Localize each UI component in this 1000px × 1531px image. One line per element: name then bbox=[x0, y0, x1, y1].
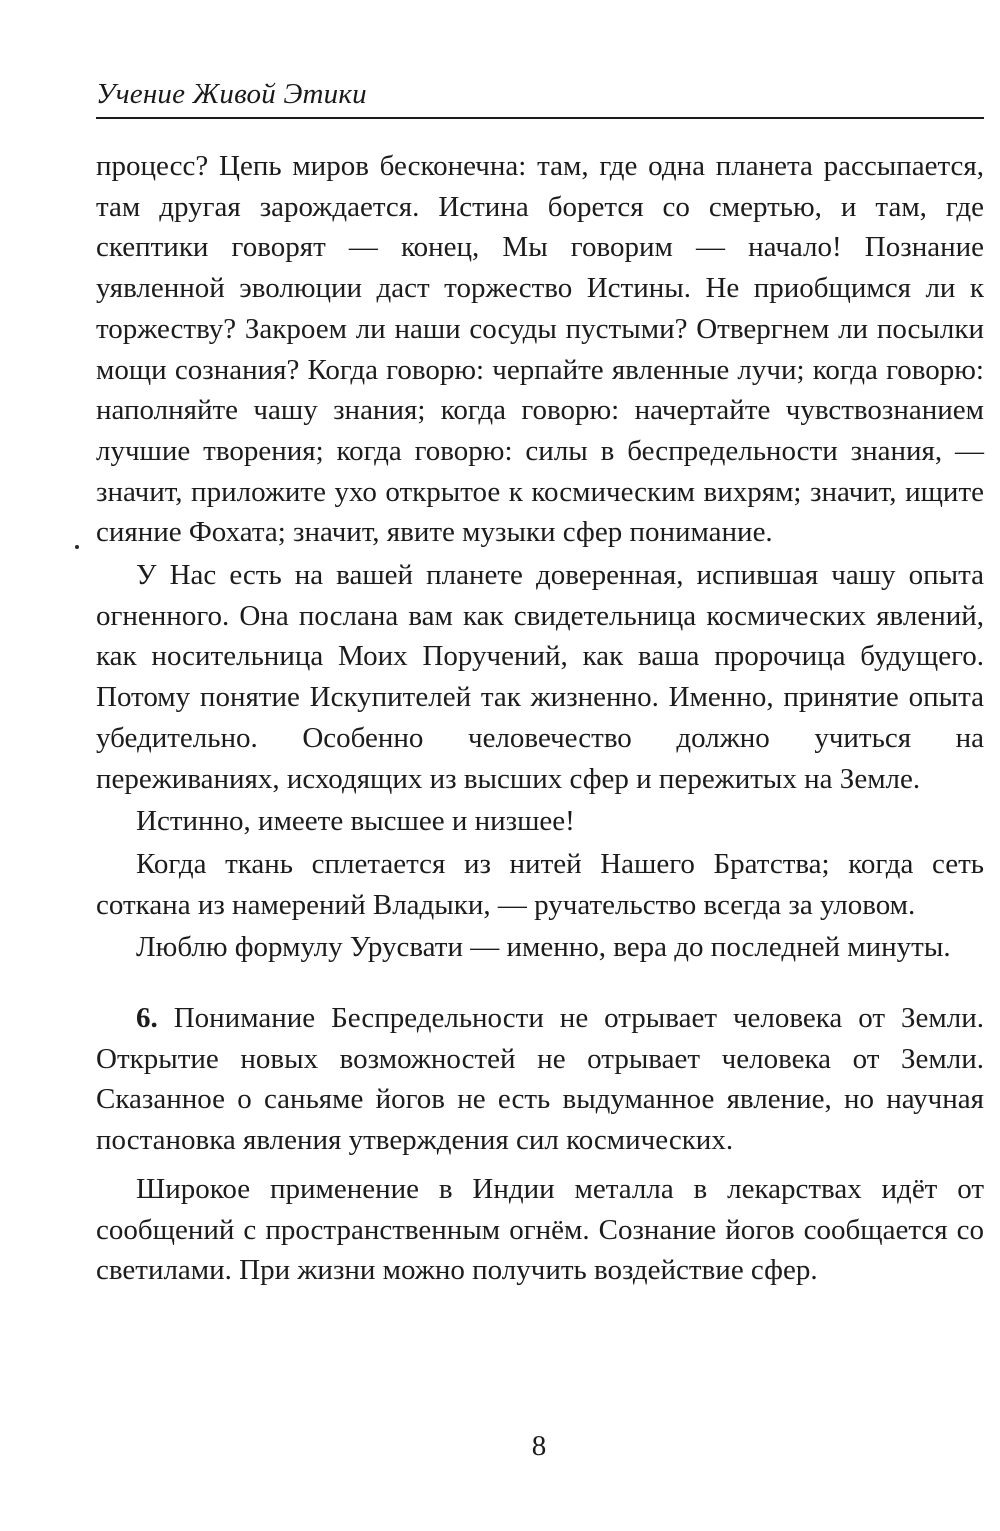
paragraph-7: Широкое применение в Индии металла в лекарствах идёт от сообщений с пространственным огнём. Сознание йогов сообщается со светилами. При жизни можно получить воздействие сфер. bbox=[96, 1172, 984, 1287]
section-number: 6. bbox=[136, 1002, 158, 1035]
body-text bbox=[96, 146, 984, 1291]
running-head: Учение Живой Этики bbox=[96, 78, 367, 110]
section-6-paragraph bbox=[96, 998, 984, 1161]
page-number: 8 bbox=[531, 1430, 547, 1462]
margin-mark bbox=[75, 545, 79, 549]
paragraph-2: У Нас есть на вашей планете доверенная, испившая чашу опыта огненного. Она послана вам как свидетельница космических явлений, как носительница Моих Поручений, как ваша пророчица будущего. Потому понятие Искупителей так жизненно. Именно, принятие опыта убедительно. Особенно человечество должно учиться на переживаниях, исходящих из высших сфер и пережитых на Земле. bbox=[96, 559, 984, 795]
header-rule bbox=[96, 117, 984, 119]
paragraph-4: Когда ткань сплетается из нитей Нашего Братства; когда сеть соткана из намерений Владыки, — ручательство всегда за уловом. bbox=[96, 847, 984, 921]
paragraph-3: Истинно, имеете высшее и низшее! bbox=[136, 805, 575, 838]
paragraph-1: процесс? Цепь миров бесконечна: там, где одна планета рассыпается, там другая зарождается. Истина борется со смертью, и там, где скептики говорят — конец, Мы говорим — начало! Познание уявленной эволюции даст торжество Истины. Не приобщимся ли к торжеству? Закроем ли наши сосуды пустыми? Отвергнем ли посылки мощи сознания? Когда говорю: черпайте явленные лучи; когда говорю: наполняйте чашу знания; когда говорю: начертайте чувствознанием лучшие творения; когда говорю: силы в беспредельности знания, — значит, приложите ухо открытое к космическим вихрям; значит, ищите сияние Фохата; значит, явите музыки сфер понимание. bbox=[96, 150, 984, 549]
section-6-text: Понимание Беспредельности не отрывает человека от Земли. Открытие новых возможностей не отрывает человека от Земли. Сказанное о саньяме йогов не есть выдуманное явление, но научная постановка явления утверждения сил космических. bbox=[96, 1002, 985, 1157]
paragraph-5: Люблю формулу Урусвати — именно, вера до последней минуты. bbox=[136, 931, 951, 964]
